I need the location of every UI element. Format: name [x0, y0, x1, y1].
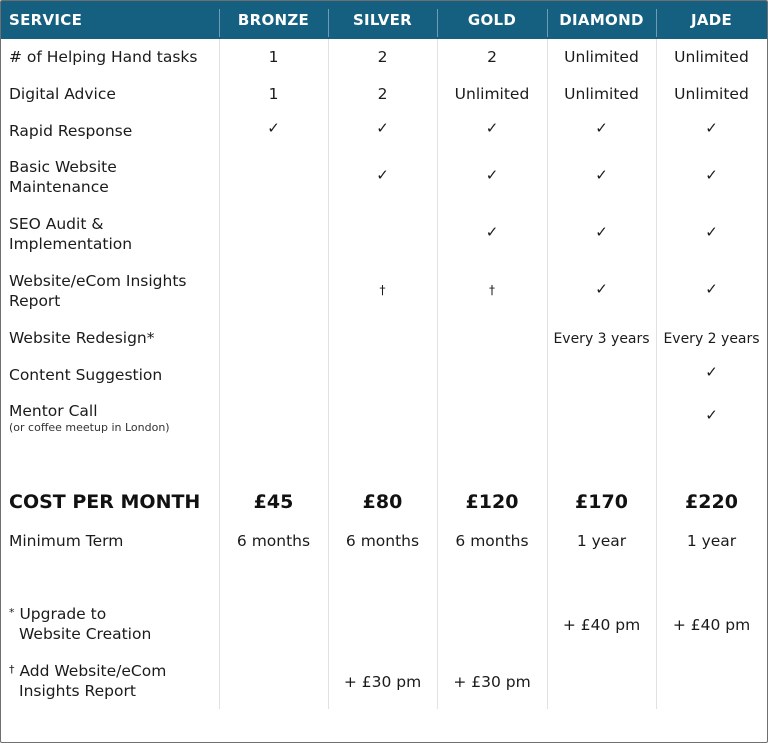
silver-value: 2	[377, 85, 388, 103]
diamond-value: Unlimited	[564, 85, 639, 103]
table-header	[1, 1, 767, 39]
jade-check-icon: ✓	[705, 166, 718, 184]
note-line: Insights Report	[19, 682, 136, 700]
diamond-check-icon: ✓	[595, 166, 608, 184]
jade-value: Every 2 years	[663, 331, 760, 347]
jade-addon-price: + £40 pm	[672, 616, 751, 634]
jade-check-icon: ✓	[705, 406, 718, 424]
silver-value: 2	[377, 48, 388, 66]
row-label-line: Basic Website	[9, 158, 117, 176]
row-sublabel: (or coffee meetup in London)	[9, 421, 170, 434]
gold-check-icon: ✓	[485, 223, 499, 241]
diamond-term: 1 year	[576, 532, 627, 550]
header-diamond: DIAMOND	[559, 11, 644, 29]
term-label: Minimum Term	[9, 532, 124, 550]
silver-price: £80	[362, 491, 403, 513]
table-row	[1, 121, 767, 143]
gold-value: 2	[487, 48, 497, 66]
bronze-value: 1	[268, 85, 279, 103]
header-divider	[656, 9, 657, 37]
silver-addon-price: + £30 pm	[343, 673, 422, 691]
row-label-line: Website/eCom Insights	[9, 272, 187, 290]
table-row	[1, 271, 767, 313]
term-row	[1, 531, 767, 553]
cost-label: COST PER MONTH	[9, 491, 201, 513]
diamond-price: £170	[575, 491, 628, 513]
header-jade: JADE	[690, 11, 733, 29]
gold-dagger-mark: †	[489, 283, 495, 297]
diamond-value: Unlimited	[564, 48, 639, 66]
jade-price: £220	[685, 491, 738, 513]
note-line: Upgrade to	[19, 605, 107, 623]
jade-check-icon: ✓	[705, 119, 718, 137]
bronze-term: 6 months	[236, 532, 311, 550]
diamond-value: Every 3 years	[553, 331, 650, 347]
note-line: Add Website/eCom	[19, 662, 167, 680]
jade-value: Unlimited	[674, 48, 749, 66]
table-row	[1, 157, 767, 199]
silver-check-icon: ✓	[376, 119, 389, 137]
note-label	[9, 661, 166, 701]
table-row	[1, 47, 767, 69]
row-label: # of Helping Hand tasks	[9, 48, 198, 66]
header-silver: SILVER	[352, 11, 413, 29]
table-row	[1, 328, 767, 350]
silver-term: 6 months	[345, 532, 420, 550]
table-row	[1, 84, 767, 106]
jade-check-icon: ✓	[705, 280, 718, 298]
jade-term: 1 year	[686, 532, 737, 550]
row-label: Rapid Response	[9, 122, 133, 140]
diamond-check-icon: ✓	[595, 280, 608, 298]
row-label-line: Implementation	[9, 235, 133, 253]
row-label	[9, 401, 170, 434]
row-label: Digital Advice	[9, 85, 116, 103]
header-service: SERVICE	[9, 11, 83, 29]
diamond-check-icon: ✓	[595, 223, 608, 241]
header-divider	[437, 9, 438, 37]
gold-check-icon: ✓	[485, 166, 499, 184]
row-label: Content Suggestion	[9, 366, 163, 384]
header-gold: GOLD	[467, 11, 517, 29]
row-label-line: SEO Audit &	[9, 215, 104, 233]
jade-value: Unlimited	[674, 85, 749, 103]
diamond-check-icon: ✓	[595, 119, 608, 137]
bronze-value: 1	[268, 48, 279, 66]
column-divider	[219, 1, 220, 709]
diamond-addon-price: + £40 pm	[562, 616, 641, 634]
row-label-main: Mentor Call	[9, 402, 98, 420]
table-row	[1, 365, 767, 387]
silver-check-icon: ✓	[376, 166, 389, 184]
gold-value: Unlimited	[454, 85, 530, 103]
row-label: Website Redesign*	[9, 329, 155, 347]
note-line: Website Creation	[19, 625, 152, 643]
row-label	[9, 214, 132, 254]
row-label-line: Report	[9, 292, 61, 310]
header-divider	[328, 9, 329, 37]
jade-check-icon: ✓	[705, 363, 718, 381]
gold-check-icon: ✓	[485, 119, 499, 137]
cost-row	[1, 490, 767, 516]
dagger-mark: †	[9, 663, 15, 676]
gold-price: £120	[465, 491, 519, 513]
gold-term: 6 months	[455, 532, 529, 550]
note-label	[9, 604, 151, 644]
header-divider	[547, 9, 548, 37]
table-row	[1, 401, 767, 441]
column-divider	[547, 1, 548, 709]
silver-dagger-mark: †	[379, 283, 386, 297]
row-label	[9, 157, 117, 197]
column-divider	[656, 1, 657, 709]
row-label	[9, 271, 186, 311]
jade-check-icon: ✓	[705, 223, 718, 241]
note-row	[1, 604, 767, 646]
table-row	[1, 214, 767, 256]
column-divider	[437, 1, 438, 709]
asterisk-mark: *	[9, 606, 15, 619]
bronze-price: £45	[253, 491, 294, 513]
column-divider	[328, 1, 329, 709]
header-bronze: BRONZE	[237, 11, 310, 29]
gold-addon-price: + £30 pm	[453, 673, 531, 691]
note-row	[1, 661, 767, 703]
header-divider	[219, 9, 220, 37]
bronze-check-icon: ✓	[267, 119, 280, 137]
row-label-line: Maintenance	[9, 178, 109, 196]
